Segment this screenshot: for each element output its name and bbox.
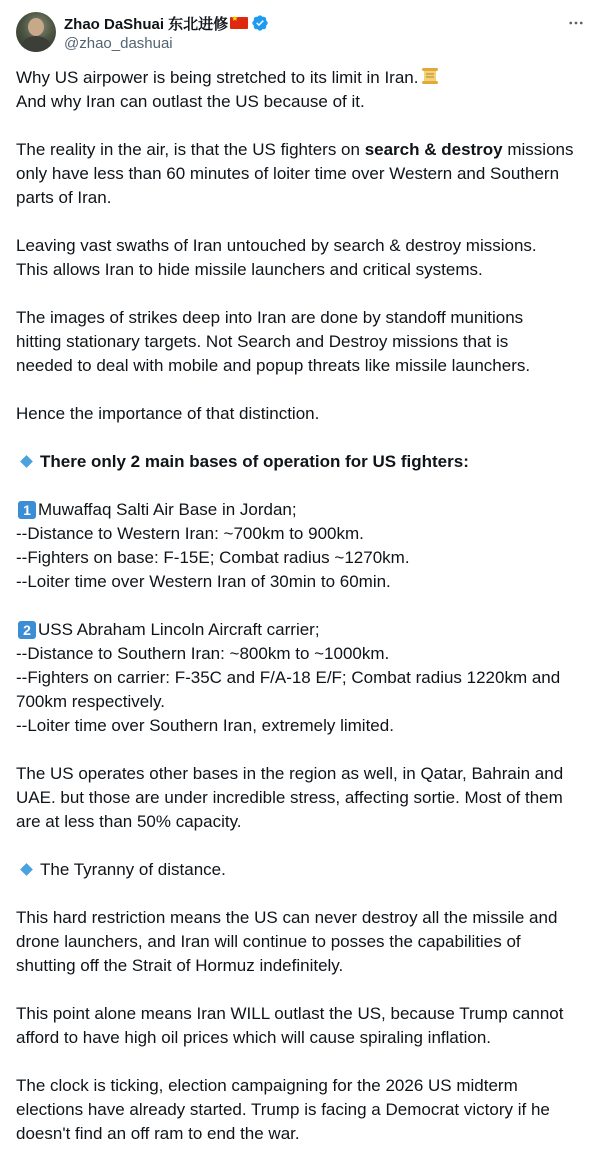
paragraph (16, 66, 586, 114)
author-info (64, 13, 269, 52)
small-blue-diamond-icon (20, 455, 33, 468)
text-line: hitting stationary targets. Not Search and Destroy missions that is (16, 332, 509, 351)
more-options-icon[interactable] (565, 12, 587, 34)
text-line: --Loiter time over Southern Iran, extremely limited. (16, 716, 394, 735)
text-line: --Distance to Western Iran: ~700km to 900km. (16, 524, 364, 543)
text-line: --Fighters on carrier: F-35C and F/A-18 E/F; Combat radius 1220km and (16, 668, 561, 687)
handle[interactable]: @zhao_dashuai (64, 35, 173, 52)
paragraph (16, 450, 586, 474)
paragraph (16, 1074, 586, 1146)
text-line: Leaving vast swaths of Iran untouched by search & destroy missions. (16, 236, 537, 255)
text-line: parts of Iran. (16, 188, 112, 207)
text-line: --Distance to Southern Iran: ~800km to ~1000km. (16, 644, 390, 663)
text-segment: missions (502, 140, 574, 159)
text-line: 700km respectively. (16, 692, 165, 711)
text-line: needed to deal with mobile and popup threats like missile launchers. (16, 356, 531, 375)
text-line: Hence the importance of that distinction. (16, 404, 320, 423)
text-line: --Fighters on base: F-15E; Combat radius ~1270km. (16, 548, 410, 567)
text-line: UAE. but those are under incredible stress, affecting sortie. Most of them (16, 788, 563, 807)
text-line: This point alone means Iran WILL outlast the US, because Trump cannot (16, 1004, 564, 1023)
text-line: This hard restriction means the US can never destroy all the missile and (16, 908, 558, 927)
paragraph (16, 906, 586, 978)
tweet-header (16, 12, 587, 56)
text-line: Why US airpower is being stretched to its limit in Iran. (16, 68, 419, 87)
scroll-emoji-icon (420, 66, 440, 86)
text-line: --Loiter time over Western Iran of 30min to 60min. (16, 572, 391, 591)
text-line: This allows Iran to hide missile launchers and critical systems. (16, 260, 483, 279)
paragraph (16, 138, 586, 210)
tweet-text (16, 66, 586, 1170)
text-line: shutting off the Strait of Hormuz indefinitely. (16, 956, 344, 975)
keycap-number-icon: 2 (18, 621, 36, 639)
paragraph (16, 858, 586, 882)
keycap-number-icon: 1 (18, 501, 36, 519)
name-row (64, 13, 269, 33)
text-segment: The Tyranny of distance. (40, 860, 226, 879)
text-line: And why Iran can outlast the US because of it. (16, 92, 365, 111)
text-segment: Muwaffaq Salti Air Base in Jordan; (38, 500, 297, 519)
text-line: doesn't find an off ram to end the war. (16, 1124, 300, 1143)
paragraph (16, 234, 586, 282)
text-segment: The reality in the air, is that the US fighters on (16, 140, 365, 159)
paragraph (16, 762, 586, 834)
text-line: only have less than 60 minutes of loiter time over Western and Southern (16, 164, 560, 183)
text-line: drone launchers, and Iran will continue to posses the capabilities of (16, 932, 521, 951)
text-line: are at less than 50% capacity. (16, 812, 242, 831)
bold-text: There only 2 main bases of operation for US fighters: (40, 452, 469, 471)
bold-text: search & destroy (364, 140, 503, 159)
text-line: afford to have high oil prices which will cause spiraling inflation. (16, 1028, 491, 1047)
paragraph (16, 498, 586, 594)
text-line: The US operates other bases in the region as well, in Qatar, Bahrain and (16, 764, 564, 783)
paragraph (16, 1002, 586, 1050)
avatar[interactable] (16, 12, 56, 52)
paragraph (16, 618, 586, 738)
paragraph (16, 306, 586, 378)
text-line: The images of strikes deep into Iran are done by standoff munitions (16, 308, 524, 327)
text-segment: USS Abraham Lincoln Aircraft carrier; (38, 620, 320, 639)
small-blue-diamond-icon (20, 863, 33, 876)
verified-badge-icon (251, 14, 269, 32)
display-name[interactable]: Zhao DaShuai 东北进修 (64, 15, 229, 33)
text-line: The clock is ticking, election campaigning for the 2026 US midterm (16, 1076, 518, 1095)
china-flag-icon (230, 17, 248, 29)
text-line: elections have already started. Trump is facing a Democrat victory if he (16, 1100, 550, 1119)
paragraph (16, 402, 586, 426)
